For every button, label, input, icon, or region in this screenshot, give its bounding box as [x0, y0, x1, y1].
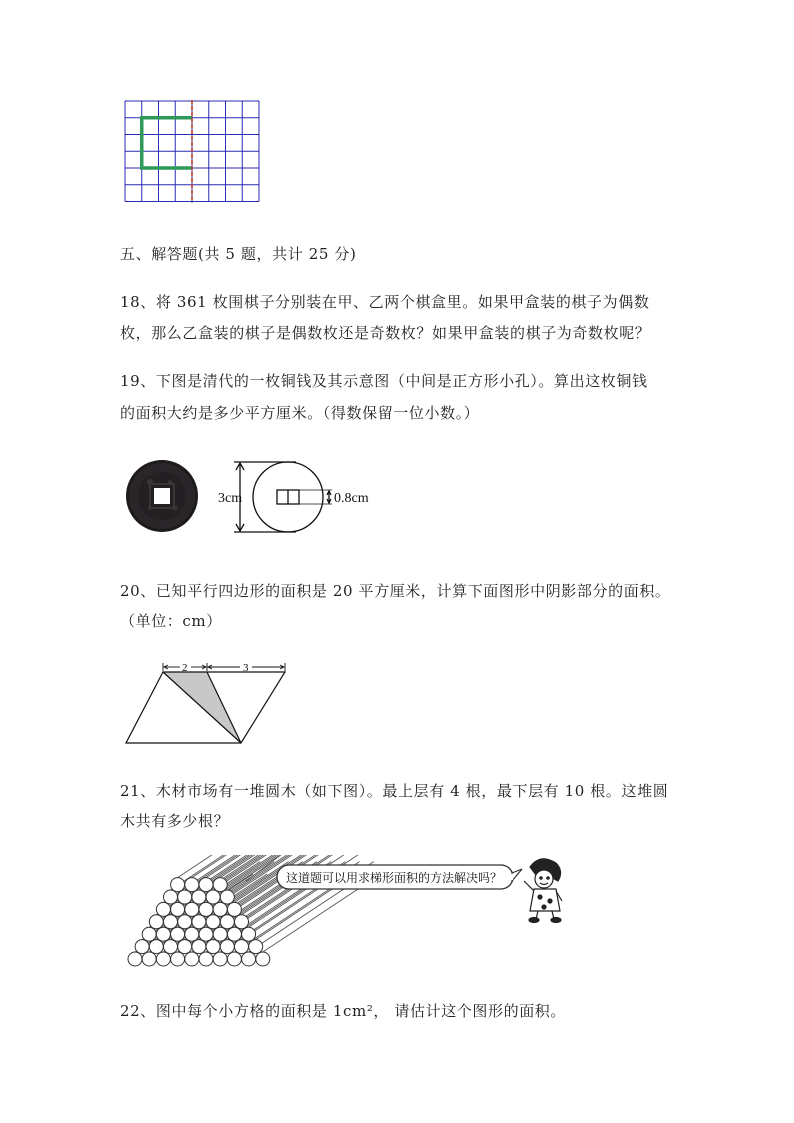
question-20-line-2: （单位：cm） [120, 612, 222, 630]
log-end [242, 952, 256, 966]
log-end [220, 940, 234, 954]
log-end [178, 890, 192, 904]
coin-diagram [234, 462, 332, 532]
log-end [213, 952, 227, 966]
log-end [199, 927, 213, 941]
log-end [164, 890, 178, 904]
log-end [156, 927, 170, 941]
log-end [192, 890, 206, 904]
question-19-line-2: 的面积大约是多少平方厘米。（得数保留一位小数。） [120, 404, 480, 422]
log-end [220, 915, 234, 929]
question-18-line-1: 18、将 361 枚围棋子分别装在甲、乙两个棋盒里。如果甲盒装的棋子为偶数 [120, 293, 650, 311]
log-end [213, 878, 227, 892]
log-end [156, 902, 170, 916]
log-end [149, 915, 163, 929]
cartoon-child [524, 859, 562, 923]
log-end [213, 927, 227, 941]
log-end [242, 927, 256, 941]
log-end [135, 940, 149, 954]
log-end [235, 940, 249, 954]
log-end [192, 915, 206, 929]
log-end [199, 952, 213, 966]
coin-photo [126, 460, 198, 532]
log-end [171, 952, 185, 966]
label-2: 2 [182, 662, 188, 674]
log-pile-figure [120, 855, 570, 970]
log-end [164, 940, 178, 954]
log-end [185, 927, 199, 941]
log-end [128, 952, 142, 966]
section-heading: 五、解答题(共 5 题，共计 25 分) [120, 245, 357, 263]
log-end [171, 902, 185, 916]
log-end [149, 940, 163, 954]
green-half-shape [142, 118, 192, 168]
log-end [220, 890, 234, 904]
log-end [235, 915, 249, 929]
log-end [192, 940, 206, 954]
log-end [227, 927, 241, 941]
log-end [164, 915, 178, 929]
question-21-line-1: 21、木材市场有一堆圆木（如下图）。最上层有 4 根，最下层有 10 根。这堆圆 [120, 782, 669, 800]
grid-figure [124, 100, 260, 208]
parallelogram-figure [120, 660, 295, 750]
log-end [185, 878, 199, 892]
question-18-line-2: 枚，那么乙盒装的棋子是偶数枚还是奇数枚？如果甲盒装的棋子为奇数枚呢？ [120, 324, 651, 342]
log-end [199, 902, 213, 916]
log-end [206, 890, 220, 904]
log-end [185, 902, 199, 916]
log-end [206, 940, 220, 954]
question-20-line-1: 20、已知平行四边形的面积是 20 平方厘米，计算下面图形中阴影部分的面积。 [120, 582, 671, 600]
log-end [178, 940, 192, 954]
question-22-line-1: 22、图中每个小方格的面积是 1cm²， 请估计这个图形的面积。 [120, 1002, 567, 1020]
log-end [171, 878, 185, 892]
log-end [199, 878, 213, 892]
log-end [142, 952, 156, 966]
coin-figure [120, 458, 400, 540]
log-end [213, 902, 227, 916]
log-end [185, 952, 199, 966]
log-end [227, 952, 241, 966]
log-end [227, 902, 241, 916]
log-end [156, 952, 170, 966]
log-end [142, 927, 156, 941]
log-end [178, 915, 192, 929]
hole-label: 0.8cm [334, 491, 369, 506]
speech-text: 这道题可以用求梯形面积的方法解决吗？ [286, 871, 503, 885]
log-end [171, 927, 185, 941]
log-end [206, 915, 220, 929]
question-19-line-1: 19、下图是清代的一枚铜钱及其示意图（中间是正方形小孔）。算出这枚铜钱 [120, 372, 648, 390]
log-end [249, 940, 263, 954]
diameter-label: 3cm [218, 491, 243, 506]
question-21-line-2: 木共有多少根？ [120, 812, 230, 830]
log-end [256, 952, 270, 966]
label-3: 3 [243, 662, 249, 674]
